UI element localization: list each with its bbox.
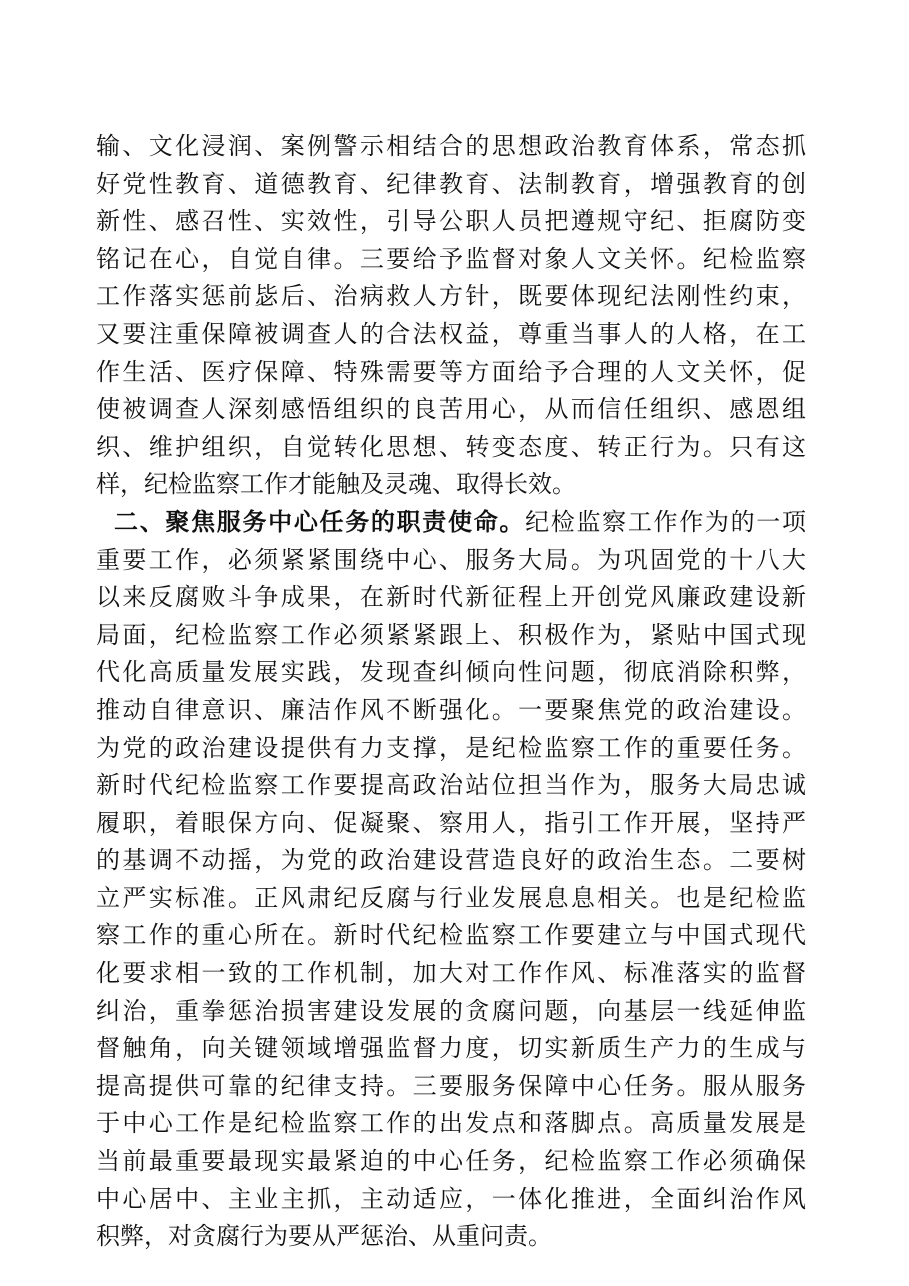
text-line: 又要注重保障被调查人的合法权益，尊重当事人的人格，在工 [96,319,806,348]
text-line: 立严实标准。正风肃纪反腐与行业发展息息相关。也是纪检监 [96,883,806,912]
text-line: 中心居中、主业主抓，主动适应，一体化推进，全面纠治作风 [96,1184,806,1213]
text-line: 化要求相一致的工作机制，加大对工作作风、标准落实的监督 [96,959,806,988]
text-line: 好党性教育、道德教育、纪律教育、法制教育，增强教育的创 [96,169,806,198]
paragraph-1 [96,128,806,504]
text-line: 铭记在心，自觉自律。三要给予监督对象人文关怀。纪检监察 [96,244,806,273]
text-line: 的基调不动摇，为党的政治建设营造良好的政治生态。二要树 [96,846,806,875]
text-line: 为党的政治建设提供有力支撑，是纪检监察工作的重要任务。 [96,733,806,762]
section-heading-line [96,504,806,542]
text-line: 推动自律意识、廉洁作风不断强化。一要聚焦党的政治建设。 [96,695,806,724]
text-line: 织、维护组织，自觉转化思想、转变态度、转正行为。只有这 [96,432,806,461]
text-line: 重要工作，必须紧紧围绕中心、服务大局。为巩固党的十八大 [96,545,806,574]
text-line: 输、文化浸润、案例警示相结合的思想政治教育体系，常态抓 [96,132,806,160]
text-line: 积弊，对贪腐行为要从严惩治、从重问责。 [96,1222,552,1251]
text-line: 作生活、医疗保障、特殊需要等方面给予合理的人文关怀，促 [96,357,806,386]
text-line: 工作落实惩前毖后、治病救人方针，既要体现纪法刚性约束， [96,282,806,311]
text-line: 局面，纪检监察工作必须紧紧跟上、积极作为，紧贴中国式现 [96,620,806,649]
text-line: 当前最重要最现实最紧迫的中心任务，纪检监察工作必须确保 [96,1147,806,1176]
text-line: 样，纪检监察工作才能触及灵魂、取得长效。 [96,470,576,499]
paragraph-2 [96,504,806,1256]
text-line: 新时代纪检监察工作要提高政治站位担当作为，服务大局忠诚 [96,771,806,800]
document-body [96,128,806,1256]
heading-line-text: 纪检监察工作作为的一项 [525,507,807,536]
text-line: 以来反腐败斗争成果，在新时代新征程上开创党风廉政建设新 [96,583,806,612]
text-line: 察工作的重心所在。新时代纪检监察工作要建立与中国式现代 [96,921,806,950]
text-line: 新性、感召性、实效性，引导公职人员把遵规守纪、拒腐防变 [96,207,806,236]
text-line: 督触角，向关键领域增强监督力度，切实新质生产力的生成与 [96,1034,806,1063]
section-heading: 二、聚焦服务中心任务的职责使命。 [114,507,526,536]
text-line: 纠治，重拳惩治损害建设发展的贪腐问题，向基层一线延伸监 [96,996,806,1025]
text-line: 代化高质量发展实践，发现查纠倾向性问题，彻底消除积弊， [96,658,806,687]
text-line: 履职，着眼保方向、促凝聚、察用人，指引工作开展，坚持严 [96,808,806,837]
text-line: 提高提供可靠的纪律支持。三要服务保障中心任务。服从服务 [96,1071,806,1100]
text-line: 使被调查人深刻感悟组织的良苦用心，从而信任组织、感恩组 [96,395,806,424]
text-line: 于中心工作是纪检监察工作的出发点和落脚点。高质量发展是 [96,1109,806,1138]
